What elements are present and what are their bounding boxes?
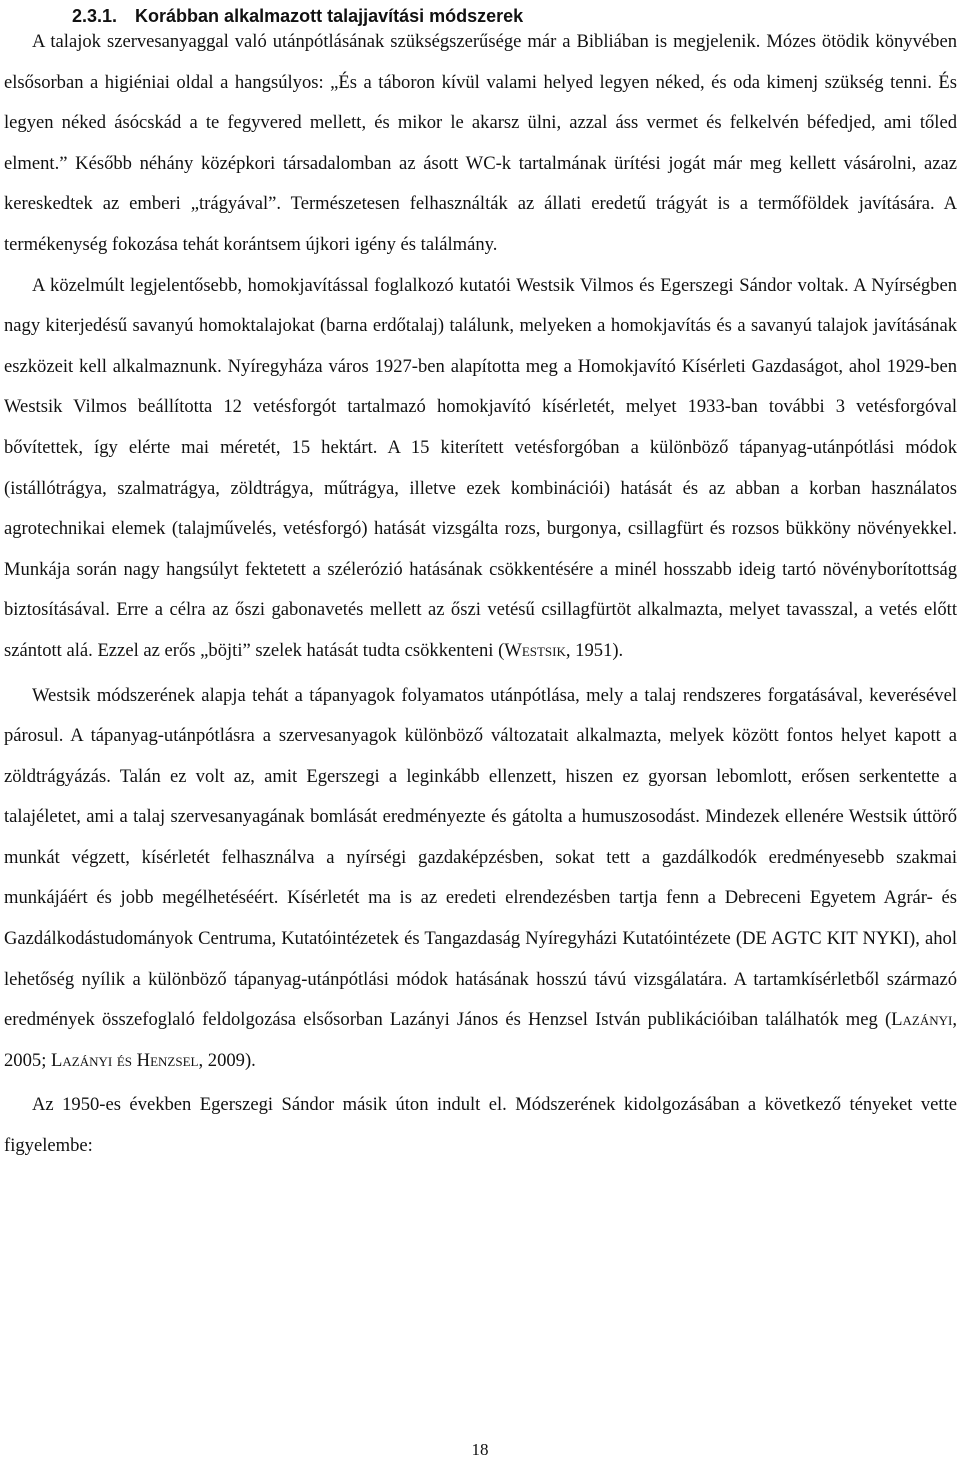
page-number: 18 — [471, 1440, 489, 1459]
citation-westsik: Westsik — [504, 639, 566, 661]
citation-lazanyi-henzsel: Lazányi és Henzsel — [51, 1049, 199, 1071]
paragraph-2-text: A közelmúlt legjelentősebb, homokjavítással foglalkozó kutatói Westsik Vilmos és Egerszegi Sándor voltak. A Nyírségben nagy kiterjedésű savanyú homoktalajokat (barna erdőtalaj) találunk, melyeken a homokjavítás és a savanyú talajok javításának eszközeit kell alkalmaznunk. Nyíregyháza város 1927-ben alapította meg a Homokjavító Kísérleti Gazdaságot, ahol 1929-ben Westsik Vilmos beállította 12 vetésforgót tartalmazó homokjavító kísérletét, melyet 1933-ban további 3 vetésforgóval bővítettek, így elérte mai méretét, 15 hektárt. A 15 kiterített vetésforgóban a különböző tápanyag-utánpótlási módok (istállótrágya, szalmatrágya, zöldtrágya, műtrágya, illetve ezek kombinációi) hatását és az abban a korban használatos agrotechnikai elemek (talajművelés, vetésforgó) hatását vizsgálta rozs, burgonya, csillagfürt és rozsos bükköny növényekkel. Munkája során nagy hangsúlyt fektetett a szélerózió hatásának csökkentésére a minél hosszabb ideig tartó növényborítottság biztosításával. Erre a célra az őszi gabonavetés mellett az őszi vetésű csillagfürtöt alkalmazta, melyet tavasszal, a vetés előtt szántott alá. Ezzel az erős „böjti” szelek hatását tudta csökkenteni ( — [4, 274, 957, 661]
body-text — [4, 22, 957, 1167]
paragraph-2-end: , 1951). — [565, 639, 624, 661]
paragraph-1: A talajok szervesanyaggal való utánpótlásának szükségszerűsége már a Bibliában is megjelenik. Mózes ötödik könyvében elsősorban a higiéniai oldal a hangsúlyos: „És a táboron kívül valami helyed legyen néked, és oda kimenj szükség tenni. És legyen néked ásócskád a te fegyvered mellett, és mikor le akarsz ülni, azzal áss vermet és felkelvén béfedjed, ami tőled elment.” Később néhány középkori társadalomban az ásott WC-k tartalmának ürítési jogát már meg kellett vásárolni, azaz kereskedtek az emberi „trágyával”. Természetesen felhasználták az állati eredetű trágyát is a termőföldek javítására. A termékenység fokozása tehát korántsem újkori igény és találmány. — [4, 31, 957, 255]
paragraph-3 — [4, 676, 957, 1082]
paragraph-3-text: Westsik módszerének alapja tehát a tápanyagok folyamatos utánpótlása, mely a talaj rendszeres forgatásával, keverésével párosul. A tápanyag-utánpótlásra a szervesanyagok különböző változatait alkalmazta, melyek között fontos helyet kapott a zöldtrágyázás. Talán ez volt az, amit Egerszegi a leginkább ellenzett, hiszen ez gyorsan lebomlott, erősen serkentette a talajéletet, ami a talaj szervesanyagának bomlását eredményezte és gátolta a humuszosodást. Mindezek ellenére Westsik úttörő munkát végzett, kísérletét felhasználva a nyírségi gazdaképzésben, sokat tett a gazdálkodók eredményesebb szakmai munkájáért és jobb megélhetéséért. Kísérletét ma is az eredeti elrendezésben tartja fenn a Debreceni Egyetem Agrár- és Gazdálkodástudományok Centruma, Kutatóintézetek és Tangazdaság Nyíregyházi Kutatóintézete (DE AGTC KIT NYKI), ahol lehetőség nyílik a különböző tápanyag-utánpótlási módok hatásának hosszú távú vizsgálatára. A tartamkísérletből származó eredmények összefoglaló feldolgozása elsősorban Lazányi János és Henzsel István publikációiban találhatók meg ( — [4, 684, 957, 1031]
section-title: Korábban alkalmazott talajjavítási módszerek — [135, 6, 524, 26]
citation-lazanyi: Lazányi — [891, 1009, 953, 1031]
paragraph-3-mid: , 2005; — [4, 1009, 957, 1071]
section-number: 2.3.1. — [72, 6, 118, 26]
paragraph-3-end: , 2009). — [198, 1049, 256, 1071]
paragraph-4: Az 1950-es években Egerszegi Sándor másik úton indult el. Módszerének kidolgozásában a következő tényeket vette figyelembe: — [4, 1094, 957, 1157]
paragraph-2 — [4, 266, 957, 672]
